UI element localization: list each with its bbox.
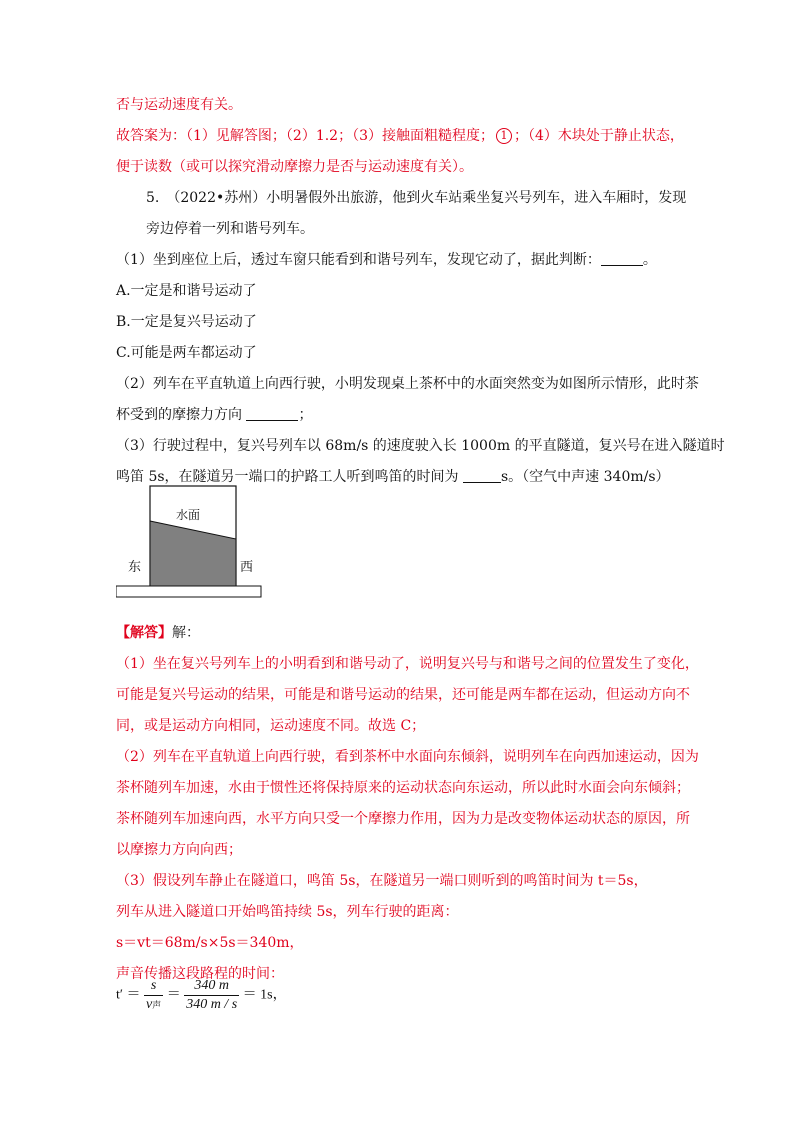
question-part-1-end: 。 <box>642 252 657 268</box>
solution-line-6: 茶杯随列车加速向西，水平方向只受一个摩擦力作用，因为力是改变物体运动状态的原因，所 <box>116 811 690 827</box>
option-c: C.可能是两车都运动了 <box>116 345 257 361</box>
formula-result: 1s， <box>260 987 287 1003</box>
question-part-3-line-1: （3）行驶过程中，复兴号列车以 68m/s 的速度驶入长 1000m 的平直隧道，复兴号在进入隧道时 <box>116 438 725 454</box>
solution-line-9: 列车从进入隧道口开始鸣笛持续 5s，列车行驶的距离： <box>116 904 459 920</box>
east-label: 东 <box>128 560 142 575</box>
fraction-numeric-denominator: 340 m / s <box>186 997 238 1012</box>
answer-blank-3 <box>463 468 501 483</box>
question-5-line-1: 5. （2022•苏州）小明暑假外出旅游，他到火车站乘坐复兴号列车，进入车厢时，发现 <box>146 190 687 206</box>
fraction-symbolic-numerator: s <box>144 978 163 996</box>
answer-line-1: 否与运动速度有关。 <box>116 97 242 113</box>
formula-equals-3: ＝ <box>242 987 257 1003</box>
question-part-3-text: 鸣笛 5s，在隧道另一端口的护路工人听到鸣笛的时间为 <box>116 469 463 485</box>
question-5-line-2: 旁边停着一列和谐号列车。 <box>146 221 314 237</box>
question-part-2-text: 杯受到的摩擦力方向 <box>116 407 247 423</box>
solution-line-3: 同，或是运动方向相同，运动速度不同。故选 C； <box>116 718 426 734</box>
answer-blank-1 <box>601 251 643 266</box>
fraction-numeric <box>184 978 239 1013</box>
fraction-numeric-numerator: 340 m <box>184 978 239 996</box>
answer-line-3: 便于读数（或可以探究滑动摩擦力是否与运动速度有关）。 <box>116 159 473 175</box>
solution-line-5: 茶杯随列车加速，水由于惯性还将保持原来的运动状态向东运动，所以此时水面会向东倾斜； <box>116 780 690 796</box>
teacup-diagram <box>116 483 266 601</box>
solution-line-1: （1）坐在复兴号列车上的小明看到和谐号动了，说明复兴号与和谐号之间的位置发生了变化， <box>116 656 699 672</box>
question-part-2-line-2 <box>116 405 312 425</box>
solution-line-2: 可能是复兴号运动的结果，可能是和谐号运动的结果，还可能是两车都在运动，但运动方向不 <box>116 687 690 703</box>
solution-line-8: （3）假设列车静止在隧道口，鸣笛 5s，在隧道另一端口则听到的鸣笛时间为 t＝5s， <box>116 873 648 889</box>
solution-line-4: （2）列车在平直轨道上向西行驶，看到茶杯中水面向东倾斜，说明列车在向西加速运动，因为 <box>116 749 699 765</box>
fraction-symbolic <box>144 978 163 1013</box>
solution-line-11: 声音传播这段路程的时间： <box>116 966 284 982</box>
question-part-2-end: ； <box>298 407 313 423</box>
option-b: B.一定是复兴号运动了 <box>116 314 257 330</box>
answer-line-2-part-b: ；（4）木块处于静止状态， <box>514 128 684 144</box>
table-base <box>116 586 261 597</box>
question-part-2-line-1: （2）列车在平直轨道上向西行驶，小明发现桌上茶杯中的水面突然变为如图所示情形，此时茶 <box>116 376 699 392</box>
water-surface-label: 水面 <box>176 508 201 522</box>
solution-line-10: s＝vt＝68m/s×5s＝340m， <box>116 935 304 951</box>
answer-line-2-part-a: 故答案为：（1）见解答图；（2）1.2；（3）接触面粗糙程度； <box>116 128 494 144</box>
formula-equals-2: ＝ <box>166 987 181 1003</box>
question-part-1-text: （1）坐到座位上后，透过车窗只能看到和谐号列车，发现它动了，据此判断： <box>116 252 601 268</box>
answer-line-2 <box>116 126 684 146</box>
circled-number: 1 <box>496 128 512 144</box>
solution-tag: 【解答】 <box>116 625 172 641</box>
solution-tag-suffix: 解： <box>172 625 200 641</box>
formula-equals-1: ＝ <box>126 987 141 1003</box>
west-label: 西 <box>240 560 254 575</box>
option-a: A.一定是和谐号运动了 <box>116 283 257 299</box>
answer-blank-2 <box>246 406 298 421</box>
denominator-v: v <box>145 997 153 1012</box>
solution-heading <box>116 623 200 643</box>
question-part-1 <box>116 250 657 270</box>
fraction-symbolic-denominator <box>144 996 163 1013</box>
formula-lhs: t′ <box>116 987 123 1003</box>
time-formula <box>116 978 287 1013</box>
question-part-3-end: s。（空气中声速 340m/s） <box>501 469 670 485</box>
denominator-subscript: 声 <box>152 1000 162 1010</box>
solution-line-7: 以摩擦力方向向西； <box>116 842 242 858</box>
